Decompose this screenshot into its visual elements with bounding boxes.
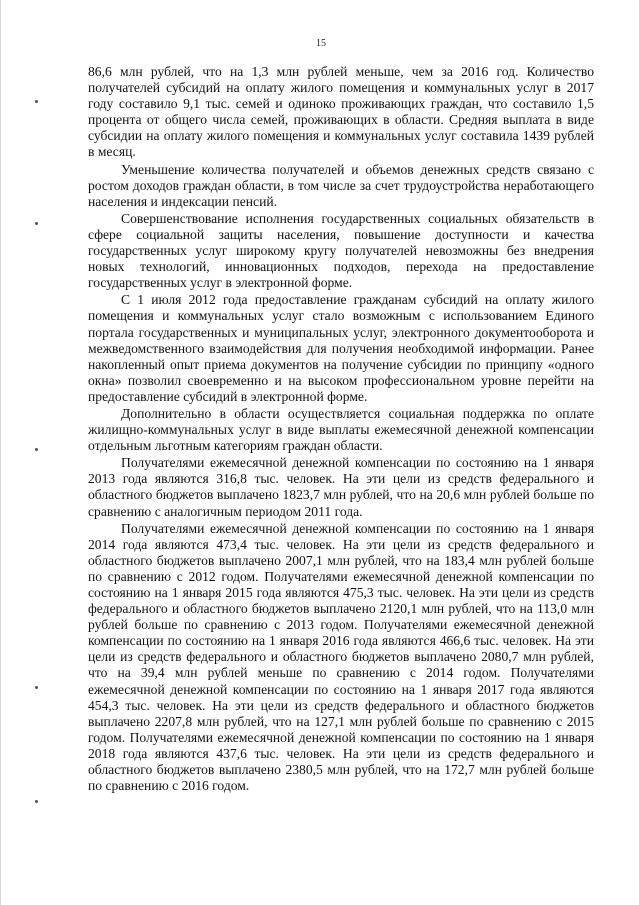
scan-margin-mark [35, 800, 38, 803]
paragraph: Получателями ежемесячной денежной компенсации по состоянию на 1 января 2014 года являются 473,4 тыс. человек. На эти цели из средств федерального и областного бюджетов выплачено 2007,1 млн рублей, что на 183,4 млн рублей больше по сравнению с 2012 годом. Получателями ежемесячной денежной компенсации по состоянию на 1 января 2015 года являются 475,3 тыс. человек. На эти цели из средств федерального и областного бюджетов выплачено 2120,1 млн рублей, что на 113,0 млн рублей больше по сравнению с 2013 годом. Получателями ежемесячной денежной компенсации по состоянию на 1 января 2016 года являются 466,6 тыс. человек. На эти цели из средств федерального и областного бюджетов выплачено 2080,7 млн рублей, что на 39,4 млн рублей меньше по сравнению с 2014 годом. Получателями ежемесячной денежной компенсации по состоянию на 1 января 2017 года являются 454,3 тыс. человек. На эти цели из средств федерального и областного бюджетов выплачено 2207,8 млн рублей, что на 127,1 млн рублей больше по сравнению с 2015 годом. Получателями ежемесячной денежной компенсации по состоянию на 1 января 2018 года являются 437,6 тыс. человек. На эти цели из средств федерального и областного бюджетов выплачено 2380,5 млн рублей, что на 172,7 млн рублей больше по сравнению с 2016 годом. [88, 520, 594, 794]
paragraph: Совершенствование исполнения государственных социальных обязательств в сфере социальной защиты населения, повышение доступности и качества государственных услуг широкому кругу получателей невозможны без внедрения новых технологий, инновационных подходов, перехода на предоставление государственных услуг в электронной форме. [88, 210, 594, 291]
paragraph: Дополнительно в области осуществляется социальная поддержка по оплате жилищно-коммунальных услуг в виде выплаты ежемесячной денежной компенсации отдельным льготным категориям граждан области. [88, 405, 594, 454]
paragraph: Получателями ежемесячной денежной компенсации по состоянию на 1 января 2013 года являются 316,8 тыс. человек. На эти цели из средств федерального и областного бюджетов выплачено 1823,7 млн рублей, что на 20,6 млн рублей больше по сравнению с аналогичным периодом 2011 года. [88, 455, 594, 519]
document-body [88, 64, 594, 795]
paragraph: 86,6 млн рублей, что на 1,3 млн рублей меньше, чем за 2016 год. Количество получателей субсидий на оплату жилого помещения и коммунальных услуг в 2017 году составило 9,1 тыс. семей и одиноко проживающих граждан, что составило 1,5 процента от общего числа семей, проживающих в области. Средняя выплата в виде субсидии на оплату жилого помещения и коммунальных услуг составила 1439 рублей в месяц. [88, 64, 594, 160]
paragraph: С 1 июля 2012 года предоставление гражданам субсидий на оплату жилого помещения и коммунальных услуг стало возможным с использованием Единого портала государственных и муниципальных услуг, электронного документооборота и межведомственного взаимодействия для получения необходимой информации. Ранее накопленный опыт приема документов на получение субсидии по принципу «одного окна» позволил своевременно и на высоком профессиональном уровне перейти на предоставление субсидий в электронной форме. [88, 292, 594, 404]
scan-margin-mark [35, 100, 38, 103]
scan-margin-mark [35, 686, 38, 689]
scan-margin-mark [35, 222, 38, 225]
page-number: 15 [316, 38, 326, 49]
paragraph: Уменьшение количества получателей и объемов денежных средств связано с ростом доходов граждан области, в том числе за счет трудоустройства неработающего населения и индексации пенсий. [88, 161, 594, 209]
scan-margin-mark [35, 448, 38, 451]
